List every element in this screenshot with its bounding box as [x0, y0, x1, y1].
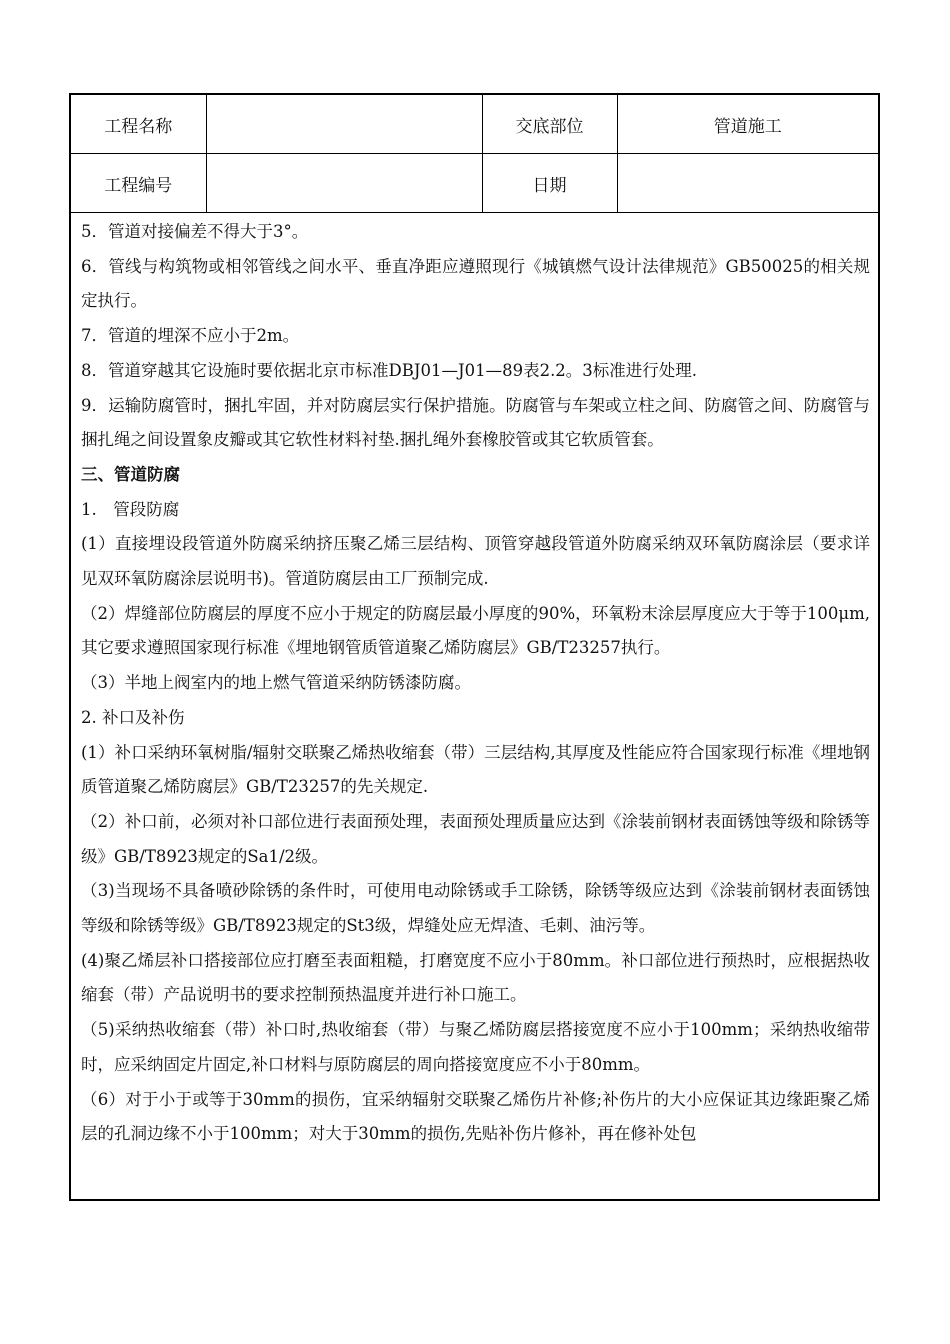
header-row-1 [71, 95, 878, 154]
project-no-label: 工程编号 [71, 154, 206, 213]
document-frame [69, 93, 880, 1201]
paragraph: 1. 管段防腐 [81, 499, 180, 519]
paragraph: 5．管道对接偏差不得大于3°。 [81, 222, 309, 241]
paragraph: (1）直接埋设段管道外防腐采纳挤压聚乙烯三层结构、顶管穿越段管道外防腐采纳双环氧防腐涂层（要求详见双环氧防腐涂层说明书)。管道防腐层由工厂预制完成. [81, 534, 870, 589]
header-row-2 [71, 154, 878, 213]
paragraph: 2. 补口及补伤 [81, 707, 185, 727]
project-no-value [206, 154, 482, 213]
section-heading: 三、管道防腐 [81, 464, 180, 484]
paragraph: （6）对于小于或等于30mm的损伤，宜采纳辐射交联聚乙烯伤片补修;补伤片的大小应保证其边缘距聚乙烯层的孔洞边缘不小于100mm；对大于30mm的损伤,先贴补伤片修补，再在修补处包 [81, 1089, 870, 1144]
paragraph: （2）补口前，必须对补口部位进行表面预处理，表面预处理质量应达到《涂装前钢材表面锈蚀等级和除锈等级》GB/T8923规定的Sa1/2级。 [81, 811, 870, 866]
date-label: 日期 [482, 154, 617, 213]
paragraph: （5)采纳热收缩套（带）补口时,热收缩套（带）与聚乙烯防腐层搭接宽度不应小于100mm；采纳热收缩带时，应采纳固定片固定,补口材料与原防腐层的周向搭接宽度应不小于80mm。 [81, 1020, 870, 1074]
project-name-label: 工程名称 [71, 95, 206, 154]
paragraph: 9．运输防腐管时，捆扎牢固，并对防腐层实行保护措施。防腐管与车架或立柱之间、防腐管之间、防腐管与捆扎绳之间设置象皮瓣或其它软性材料衬垫.捆扎绳外套橡胶管或其它软质管套。 [81, 395, 870, 450]
paragraph: 6．管线与构筑物或相邻管线之间水平、垂直净距应遵照现行《城镇燃气设计法律规范》GB50025的相关规定执行。 [81, 256, 870, 311]
project-name-value [206, 95, 482, 154]
section-label: 交底部位 [482, 95, 617, 154]
paragraph: （2）焊缝部位防腐层的厚度不应小于规定的防腐层最小厚度的90%，环氧粉末涂层厚度应大于等于100μm,其它要求遵照国家现行标准《埋地钢管质管道聚乙烯防腐层》GB/T23257执行。 [81, 603, 870, 658]
paragraph: 7．管道的埋深不应小于2m。 [81, 326, 300, 346]
paragraph: 8．管道穿越其它设施时要依据北京市标准DBJ01—J01—89表2.2。3标准进行处理. [81, 360, 698, 380]
document-body [71, 213, 878, 1152]
date-value [617, 154, 878, 213]
paragraph: （3)当现场不具备喷砂除锈的条件时，可使用电动除锈或手工除锈，除锈等级应达到《涂装前钢材表面锈蚀等级和除锈等级》GB/T8923规定的St3级，焊缝处应无焊渣、毛刺、油污等。 [81, 881, 870, 936]
header-table [71, 95, 878, 213]
paragraph: (4)聚乙烯层补口搭接部位应打磨至表面粗糙，打磨宽度不应小于80mm。补口部位进行预热时，应根据热收缩套（带）产品说明书的要求控制预热温度并进行补口施工。 [81, 950, 870, 1005]
section-value: 管道施工 [617, 95, 878, 154]
paragraph: (1）补口采纳环氧树脂/辐射交联聚乙烯热收缩套（带）三层结构,其厚度及性能应符合国家现行标准《埋地钢质管道聚乙烯防腐层》GB/T23257的先关规定. [81, 742, 870, 797]
paragraph: （3）半地上阀室内的地上燃气管道采纳防锈漆防腐。 [81, 673, 471, 693]
